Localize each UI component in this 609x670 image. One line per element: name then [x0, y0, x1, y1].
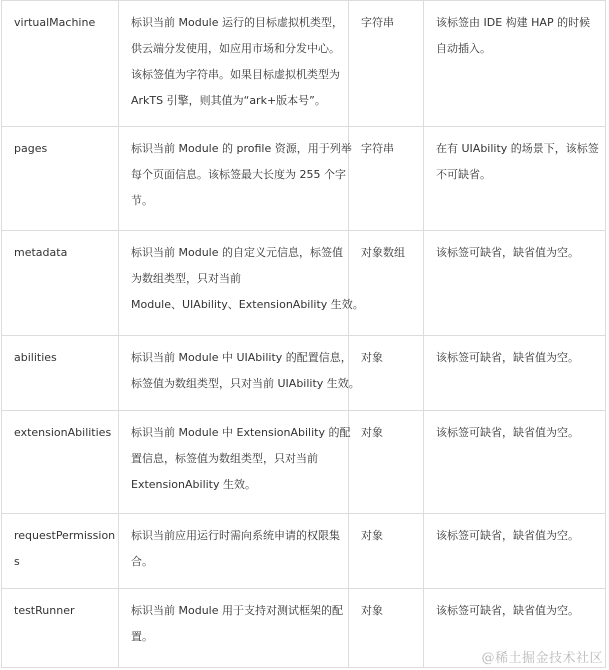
remark-line: 该标签可缺省，缺省值为空。 — [436, 351, 579, 364]
description-line: 每个页面信息。该标签最大长度为 255 个字 — [131, 168, 346, 181]
description-line: 节。 — [131, 194, 153, 207]
table-row — [2, 127, 606, 231]
table-row — [2, 1, 606, 127]
data-type: 字符串 — [361, 142, 394, 155]
type-cell — [349, 127, 424, 231]
description-line: ArkTS 引擎，则其值为“ark+版本号”。 — [131, 94, 326, 107]
description-line: 置信息，标签值为数组类型，只对当前 — [131, 452, 318, 465]
description-line: 供云端分发使用，如应用市场和分发中心。 — [131, 42, 340, 55]
data-type: 对象数组 — [361, 246, 405, 259]
table-row — [2, 231, 606, 336]
description-line: 置。 — [131, 630, 153, 643]
remark-cell — [424, 127, 606, 231]
data-type: 对象 — [361, 604, 383, 617]
description-cell — [119, 514, 349, 589]
type-cell — [349, 231, 424, 336]
description-line: 标识当前 Module 中 UIAbility 的配置信息， — [131, 351, 352, 364]
tag-name: requestPermission — [14, 529, 116, 542]
tag-name: pages — [14, 142, 48, 155]
remark-line: 该标签可缺省，缺省值为空。 — [436, 529, 579, 542]
remark-line: 该标签可缺省，缺省值为空。 — [436, 604, 579, 617]
remark-line: 在有 UIAbility 的场景下，该标签 — [436, 142, 599, 155]
description-cell — [119, 411, 349, 514]
remark-line: 该标签可缺省，缺省值为空。 — [436, 246, 579, 259]
remark-line: 该标签可缺省，缺省值为空。 — [436, 426, 579, 439]
description-line: 该标签值为字符串。如果目标虚拟机类型为 — [131, 68, 340, 81]
description-line: 标签值为数组类型，只对当前 UIAbility 生效。 — [131, 377, 360, 390]
data-type: 对象 — [361, 529, 383, 542]
description-line: ExtensionAbility 生效。 — [131, 478, 256, 491]
tag-name-cell — [2, 514, 119, 589]
type-cell — [349, 589, 424, 668]
tag-name: virtualMachine — [14, 16, 96, 29]
description-line: 标识当前 Module 的 profile 资源，用于列举 — [131, 142, 352, 155]
remark-line: 自动插入。 — [436, 42, 491, 55]
tag-name: metadata — [14, 246, 68, 259]
tag-name: testRunner — [14, 604, 75, 617]
tag-name-cell — [2, 411, 119, 514]
tag-name: abilities — [14, 351, 57, 364]
description-line: 标识当前 Module 的自定义元信息，标签值 — [131, 246, 343, 259]
remark-cell — [424, 411, 606, 514]
table-row — [2, 514, 606, 589]
type-cell — [349, 514, 424, 589]
description-line: 标识当前应用运行时需向系统申请的权限集 — [131, 529, 340, 542]
description-cell — [119, 336, 360, 411]
tag-name-cell — [2, 127, 119, 231]
tag-name: s — [14, 555, 20, 568]
description-cell — [119, 589, 349, 668]
remark-cell — [424, 1, 606, 127]
tag-name-cell — [2, 1, 119, 127]
description-cell — [119, 127, 352, 231]
tag-name: extensionAbilities — [14, 426, 112, 439]
type-cell — [349, 411, 424, 514]
data-type: 字符串 — [361, 16, 394, 29]
description-cell — [119, 1, 349, 127]
remark-line: 不可缺省。 — [436, 168, 491, 181]
type-cell — [349, 336, 424, 411]
table-row — [2, 411, 606, 514]
description-line: 标识当前 Module 用于支持对测试框架的配 — [131, 604, 343, 617]
table-row — [2, 336, 606, 411]
description-line: 标识当前 Module 运行的目标虚拟机类型， — [131, 16, 343, 29]
remark-line: 该标签由 IDE 构建 HAP 的时候 — [436, 16, 591, 29]
remark-cell — [424, 514, 606, 589]
description-line: 合。 — [131, 555, 153, 568]
tag-name-cell — [2, 589, 119, 668]
data-type: 对象 — [361, 426, 383, 439]
description-line: Module、UIAbility、ExtensionAbility 生效。 — [131, 298, 364, 311]
data-type: 对象 — [361, 351, 383, 364]
tag-name-cell — [2, 336, 119, 411]
description-line: 标识当前 Module 中 ExtensionAbility 的配 — [131, 426, 351, 439]
type-cell — [349, 1, 424, 127]
tag-name-cell — [2, 231, 119, 336]
remark-cell — [424, 231, 606, 336]
watermark: @稀土掘金技术社区 — [481, 651, 603, 666]
description-line: 为数组类型，只对当前 — [131, 272, 241, 285]
module-tags-table — [1, 0, 606, 668]
description-cell — [119, 231, 364, 336]
remark-cell — [424, 336, 606, 411]
